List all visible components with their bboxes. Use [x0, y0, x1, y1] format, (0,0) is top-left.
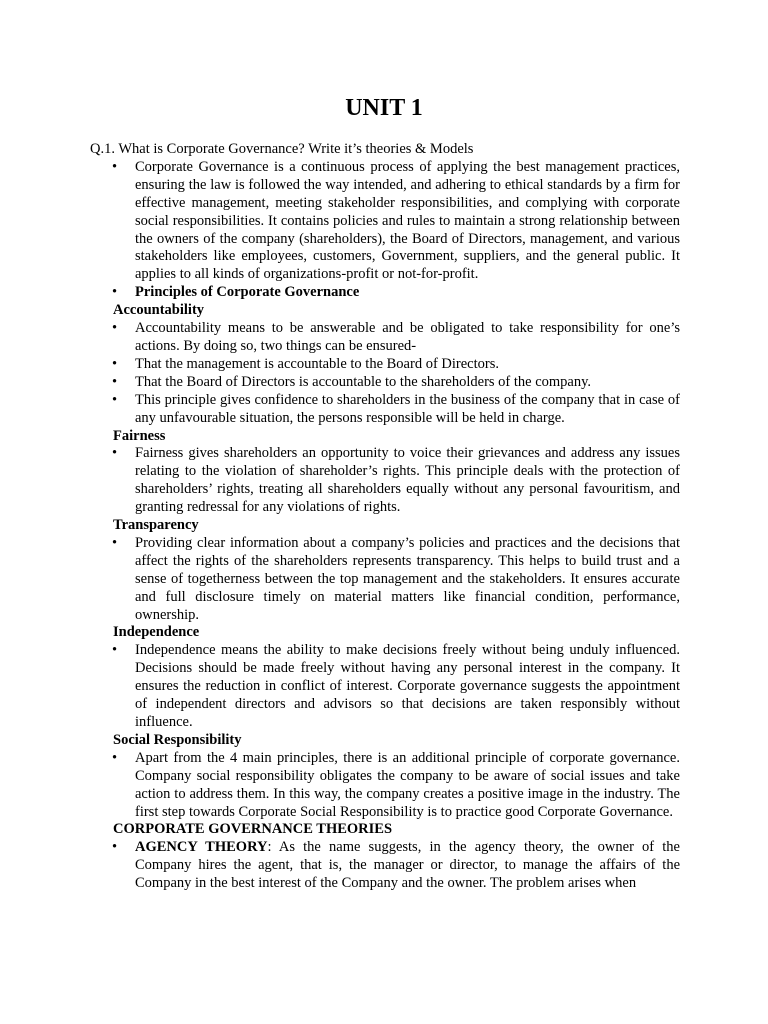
list-item-text: That the Board of Directors is accountable to the shareholders of the company.: [135, 373, 592, 390]
independence-list: [90, 642, 680, 732]
list-item: [90, 535, 680, 625]
section-heading-transparency: Transparency: [113, 517, 199, 534]
list-item: [90, 320, 680, 356]
theories-heading: CORPORATE GOVERNANCE THEORIES: [113, 821, 393, 838]
list-item: [90, 374, 680, 392]
accountability-list: [90, 320, 680, 427]
bullet-icon: •: [112, 642, 118, 659]
section-heading-independence: Independence: [113, 624, 200, 641]
transparency-list: [90, 535, 680, 625]
list-item-text: Fairness gives shareholders an opportunity to voice their grievances and address any issues relating to the violation of shareholder’s rights. This principle deals with the protection of shareholders’ rights, treating all shareholders equally without any personal favouritism, and granting redressal for any violations of rights.: [135, 445, 680, 516]
document-title: UNIT 1: [345, 95, 423, 121]
list-item: [90, 750, 680, 822]
list-item-text: Independence means the ability to make decisions freely without being unduly influenced. Decisions should be made freely without having any personal interest in the company. It ensures the reduction in conflict of interest. Corporate governance suggests the appointment of independent directors and advisors so that decisions are taken responsibly without influence.: [135, 642, 680, 730]
bullet-icon: •: [112, 158, 118, 175]
bullet-icon: •: [112, 445, 118, 462]
list-item: [90, 284, 680, 302]
list-item: [90, 356, 680, 374]
bullet-icon: •: [112, 320, 118, 337]
bullet-icon: •: [112, 839, 118, 856]
bullet-icon: •: [112, 355, 118, 372]
list-item: [90, 392, 680, 428]
section-heading-social-responsibility: Social Responsibility: [113, 731, 242, 748]
bullet-icon: •: [112, 284, 118, 301]
section-heading-fairness: Fairness: [113, 427, 166, 444]
list-item-text: This principle gives confidence to shareholders in the business of the company that in case of any unfavourable situation, the persons responsible will be held in charge.: [135, 391, 680, 426]
principles-heading: Principles of Corporate Governance: [135, 284, 360, 301]
agency-theory-text: : As the name suggests, in the agency theory, the owner of the Company hires the agent, that is, the manager or director, to manage the affairs of the Company in the best interest of the Company and the owner. The problem arises when: [135, 839, 680, 892]
bullet-icon: •: [112, 391, 118, 408]
intro-paragraph: Corporate Governance is a continuous process of applying the best management practices, ensuring the law is followed the way intended, and adhering to ethical standards by a firm for effective management, meeting stakeholder responsibilities, and complying with corporate social responsibilities. It contains policies and rules to maintain a strong relationship between the owners of the company (shareholders), the Board of Directors, management, and various stakeholders like employees, customers, Government, suppliers, and the general public. It applies to all kinds of organizations-profit or not-for-profit.: [135, 158, 680, 283]
bullet-icon: •: [112, 373, 118, 390]
section-heading-accountability: Accountability: [113, 302, 205, 319]
theories-list: [90, 839, 680, 893]
list-item-text: Providing clear information about a company’s policies and practices and the decisions that affect the rights of the shareholders represents transparency. This helps to build trust and a sense of togetherness between the top management and the stakeholders. It ensures accurate and full disclosure timely on material matters like financial condition, performance, ownership.: [135, 534, 680, 623]
list-item: [90, 642, 680, 732]
bullet-icon: •: [112, 534, 118, 551]
question-line: Q.1. What is Corporate Governance? Write it’s theories & Models: [90, 141, 474, 157]
list-item: [90, 839, 680, 893]
agency-theory-label: AGENCY THEORY: [135, 839, 268, 856]
document-body: [90, 141, 680, 893]
fairness-list: [90, 445, 680, 517]
list-item: [90, 445, 680, 517]
list-item-text: Apart from the 4 main principles, there is an additional principle of corporate governance. Company social responsibility obligates the company to be aware of social issues and take action to address them. In this way, the company creates a positive image in the industry. The first step towards Corporate Social Responsibility is to practice good Corporate Governance.: [135, 749, 680, 820]
social-responsibility-list: [90, 750, 680, 822]
intro-list: [90, 159, 680, 302]
list-item: [90, 159, 680, 284]
list-item-text: Accountability means to be answerable and be obligated to take responsibility for one’s actions. By doing so, two things can be ensured-: [135, 320, 680, 354]
bullet-icon: •: [112, 749, 118, 766]
list-item-text: That the management is accountable to the Board of Directors.: [135, 355, 499, 372]
